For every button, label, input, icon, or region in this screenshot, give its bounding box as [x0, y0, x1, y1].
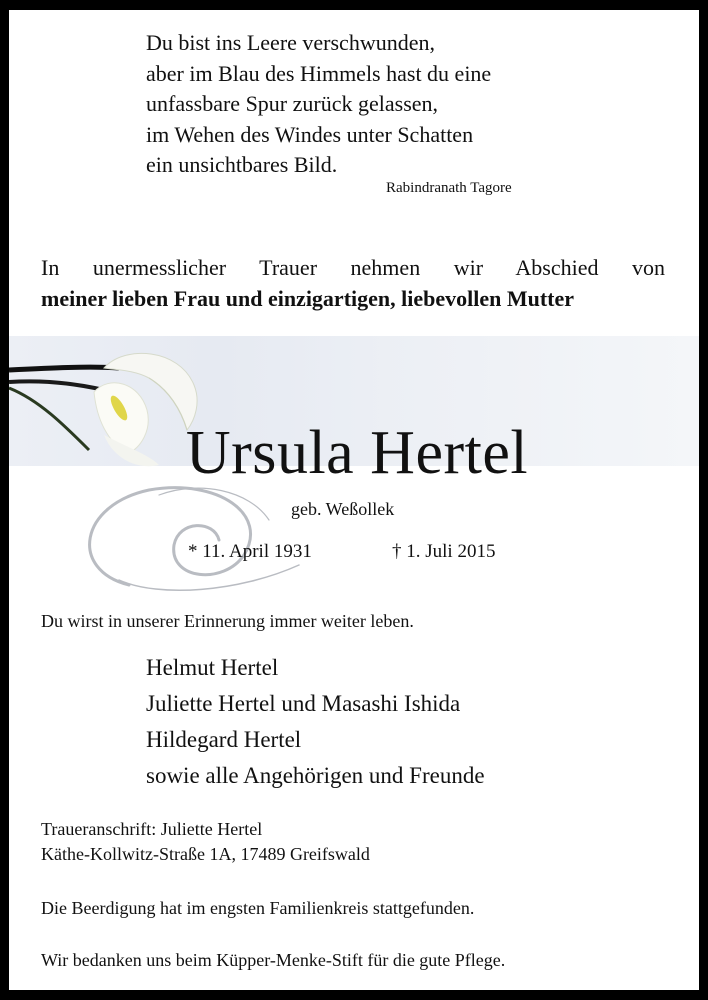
death-date: † 1. Juli 2015: [392, 541, 496, 562]
mourner: sowie alle Angehörigen und Freunde: [146, 763, 485, 788]
obituary-frame: [9, 10, 699, 990]
swirl-ornament-icon: [90, 488, 299, 591]
poem-line: Du bist ins Leere verschwunden,: [146, 30, 435, 55]
poem-line: im Wehen des Windes unter Schatten: [146, 121, 474, 147]
address-line-1: Traueranschrift: Juliette Hertel: [41, 819, 263, 839]
intro-line-2: meiner lieben Frau und einzigartigen, liebevollen Mutter: [41, 286, 575, 311]
memory-line: Du wirst in unserer Erinnerung immer weiter leben.: [41, 611, 414, 631]
intro-line-1: In unermesslicher Trauer nehmen wir Abschied von: [41, 255, 665, 280]
mourner: Juliette Hertel und Masashi Ishida: [146, 691, 461, 716]
poem-line: unfassbare Spur zurück gelassen,: [146, 91, 439, 116]
maiden-name: geb. Weßollek: [291, 499, 395, 519]
mourners-list: [146, 650, 485, 794]
poem-author: Rabindranath Tagore: [386, 180, 512, 196]
mourner: Helmut Hertel: [146, 655, 279, 680]
mourner: Hildegard Hertel: [146, 727, 302, 752]
thanks-note: Wir bedanken uns beim Küpper-Menke-Stift für die gute Pflege.: [41, 950, 506, 970]
poem-line: ein unsichtbares Bild.: [146, 152, 338, 177]
poem-line: aber im Blau des Himmels hast du eine: [146, 60, 492, 86]
mourning-address: [41, 817, 370, 867]
funeral-note: Die Beerdigung hat im engsten Familienkreis stattgefunden.: [41, 898, 475, 918]
address-line-2: Käthe-Kollwitz-Straße 1A, 17489 Greifswald: [41, 844, 370, 864]
birth-date: * 11. April 1931: [188, 541, 312, 562]
poem: [146, 28, 606, 181]
deceased-name: Ursula Hertel: [185, 419, 529, 487]
